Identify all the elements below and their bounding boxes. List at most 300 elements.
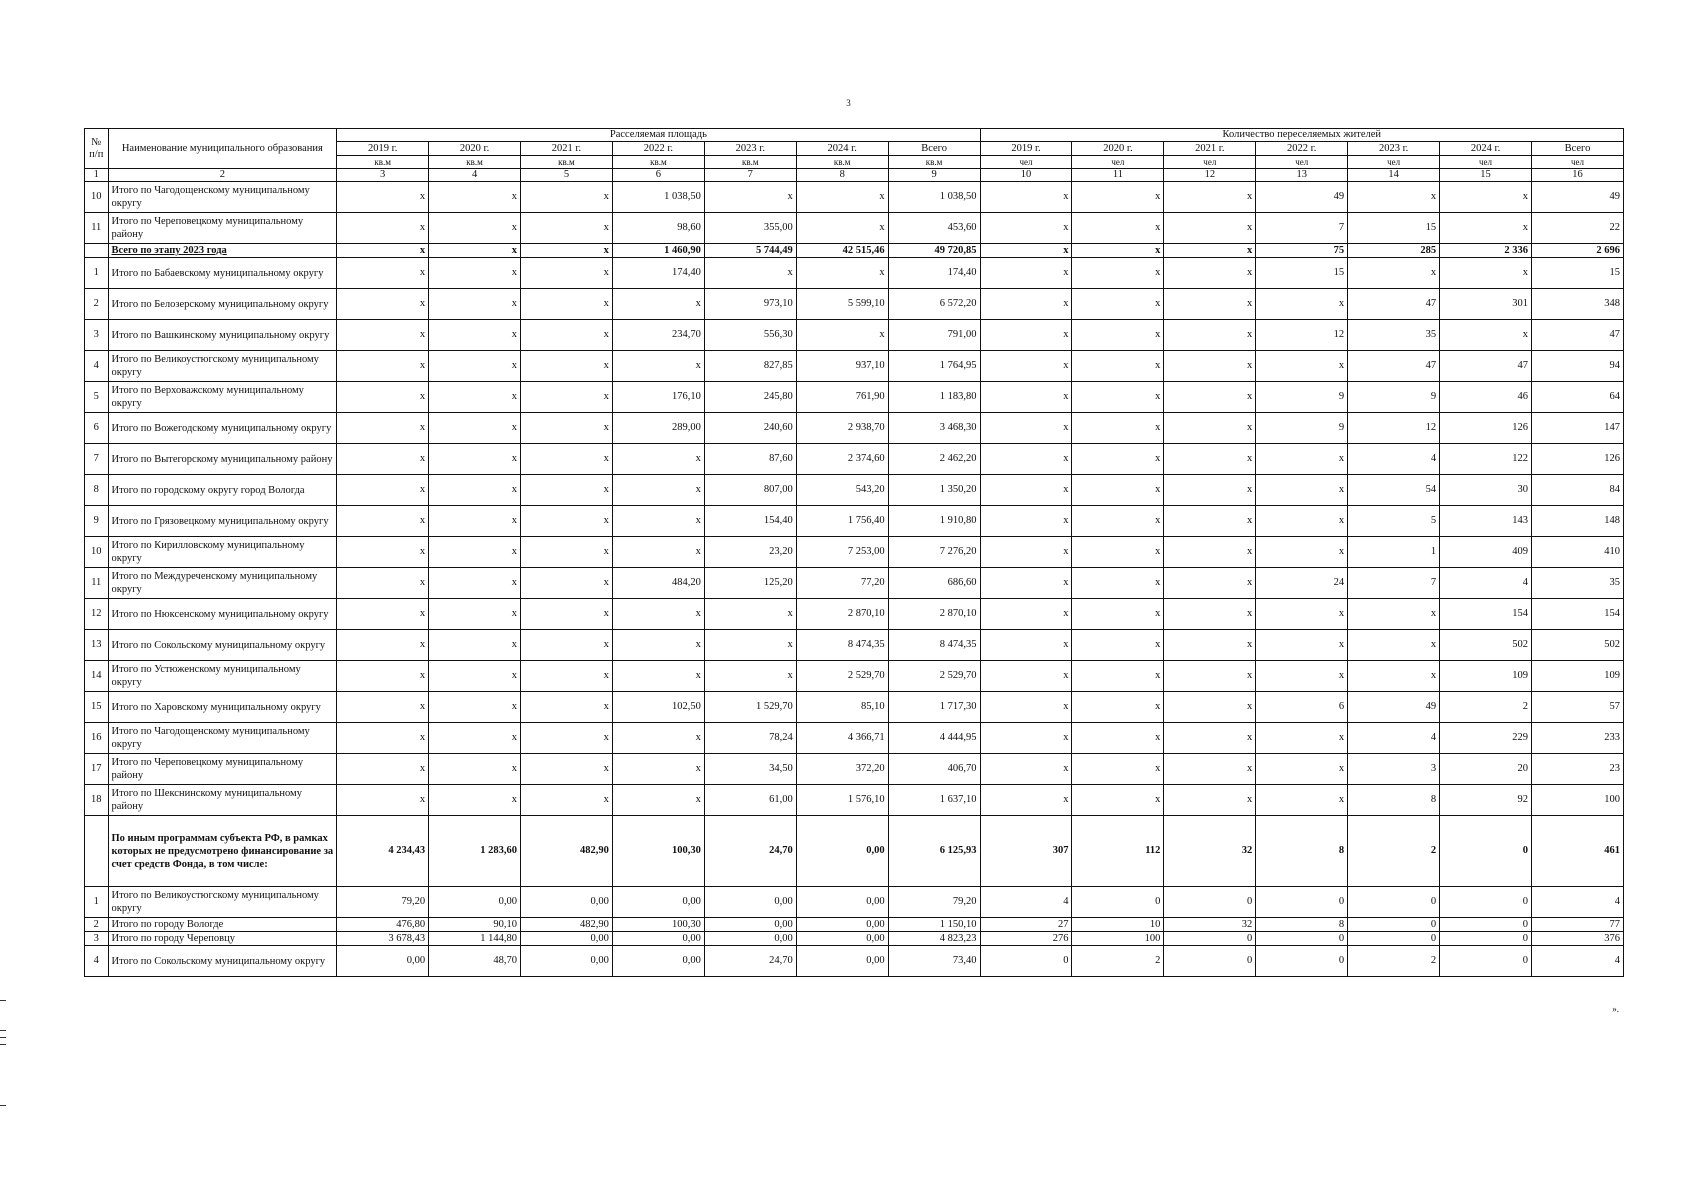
row-name: Итого по Устюженскому муниципальному округу	[108, 661, 337, 692]
row-value: 1 283,60	[429, 816, 521, 887]
row-value: x	[429, 568, 521, 599]
row-number: 3	[85, 932, 109, 946]
table-row	[85, 213, 1624, 244]
row-value: x	[521, 289, 613, 320]
row-value: x	[1164, 320, 1256, 351]
row-name: Итого по Череповецкому муниципальному району	[108, 754, 337, 785]
row-value: 154	[1440, 599, 1532, 630]
row-name: Итого по Вашкинскому муниципальному округу	[108, 320, 337, 351]
row-value: 98,60	[612, 213, 704, 244]
row-value: 0,00	[337, 946, 429, 977]
scan-edge-mark	[0, 1105, 6, 1106]
row-value: 6	[1256, 692, 1348, 723]
header-area-year: 2024 г.	[796, 142, 888, 156]
header-people-year: 2022 г.	[1256, 142, 1348, 156]
row-value: 46	[1440, 382, 1532, 413]
row-name: Итого по городу Череповцу	[108, 932, 337, 946]
row-value: x	[612, 506, 704, 537]
row-name: Итого по Череповецкому муниципальному району	[108, 213, 337, 244]
row-value: 4 823,23	[888, 932, 980, 946]
header-column-number: 11	[1072, 169, 1164, 182]
row-value: 102,50	[612, 692, 704, 723]
row-value: 410	[1531, 537, 1623, 568]
row-value: 0,00	[796, 887, 888, 918]
table-row	[85, 754, 1624, 785]
row-value: x	[704, 258, 796, 289]
row-value: x	[1072, 537, 1164, 568]
row-value: x	[337, 475, 429, 506]
row-value: 143	[1440, 506, 1532, 537]
header-people-unit: чел	[1531, 156, 1623, 169]
row-value: 0,00	[521, 932, 613, 946]
row-value: 2 529,70	[888, 661, 980, 692]
row-value: 32	[1164, 918, 1256, 932]
row-number: 3	[85, 320, 109, 351]
row-value: x	[429, 213, 521, 244]
row-value: x	[1072, 475, 1164, 506]
row-value: x	[980, 630, 1072, 661]
table-row	[85, 661, 1624, 692]
row-value: x	[521, 537, 613, 568]
row-value: x	[980, 382, 1072, 413]
row-value: 0,00	[796, 932, 888, 946]
row-value: x	[521, 475, 613, 506]
row-value: 174,40	[612, 258, 704, 289]
row-value: x	[337, 182, 429, 213]
row-value: 482,90	[521, 918, 613, 932]
row-value: 348	[1531, 289, 1623, 320]
row-value: 4	[1348, 723, 1440, 754]
row-value: 9	[1256, 382, 1348, 413]
row-number: 2	[85, 289, 109, 320]
row-value: 7	[1348, 568, 1440, 599]
row-name: Итого по Сокольскому муниципальному округу	[108, 630, 337, 661]
row-name: Итого по Чагодощенскому муниципальному округу	[108, 182, 337, 213]
row-value: x	[980, 537, 1072, 568]
row-value: x	[337, 661, 429, 692]
row-value: 4 444,95	[888, 723, 980, 754]
row-value: 4	[1531, 887, 1623, 918]
header-people-year: 2019 г.	[980, 142, 1072, 156]
row-value: x	[337, 692, 429, 723]
row-value: 47	[1348, 289, 1440, 320]
row-name: Итого по Сокольскому муниципальному округу	[108, 946, 337, 977]
row-value: 761,90	[796, 382, 888, 413]
header-people-year: 2020 г.	[1072, 142, 1164, 156]
row-number: 4	[85, 946, 109, 977]
header-area-year: 2019 г.	[337, 142, 429, 156]
row-name: Итого по Вытегорскому муниципальному району	[108, 444, 337, 475]
row-value: 0	[980, 946, 1072, 977]
row-value: x	[1440, 182, 1532, 213]
row-number: 10	[85, 537, 109, 568]
row-value: x	[521, 244, 613, 258]
row-value: 15	[1256, 258, 1348, 289]
header-people-unit: чел	[1072, 156, 1164, 169]
table-row	[85, 537, 1624, 568]
table-row	[85, 816, 1624, 887]
row-value: 8	[1256, 816, 1348, 887]
table-body	[85, 182, 1624, 977]
row-value: 85,10	[796, 692, 888, 723]
header-column-numbers-row	[85, 169, 1624, 182]
row-value: 6 125,93	[888, 816, 980, 887]
row-value: x	[1164, 244, 1256, 258]
row-value: x	[980, 475, 1072, 506]
row-value: 1 038,50	[888, 182, 980, 213]
table-row	[85, 444, 1624, 475]
row-value: 23	[1531, 754, 1623, 785]
row-value: 0	[1440, 946, 1532, 977]
header-area-unit: кв.м	[796, 156, 888, 169]
row-value: 15	[1348, 213, 1440, 244]
row-name: Итого по Междуреченскому муниципальному округу	[108, 568, 337, 599]
row-value: x	[1072, 506, 1164, 537]
header-no: № п/п	[85, 129, 109, 169]
row-value: 126	[1531, 444, 1623, 475]
row-value: x	[1256, 599, 1348, 630]
row-value: x	[612, 444, 704, 475]
row-value: 453,60	[888, 213, 980, 244]
row-value: x	[980, 320, 1072, 351]
row-value: 0	[1164, 887, 1256, 918]
row-value: x	[612, 723, 704, 754]
row-value: 79,20	[337, 887, 429, 918]
row-value: 1 150,10	[888, 918, 980, 932]
table-row	[85, 599, 1624, 630]
row-value: 8 474,35	[796, 630, 888, 661]
row-value: x	[980, 754, 1072, 785]
row-value: x	[980, 289, 1072, 320]
header-area-unit: кв.м	[888, 156, 980, 169]
row-value: x	[1072, 785, 1164, 816]
row-value: 1 350,20	[888, 475, 980, 506]
resettlement-table	[84, 128, 1624, 977]
row-name: Итого по Шекснинскому муниципальному району	[108, 785, 337, 816]
header-people-unit: чел	[1440, 156, 1532, 169]
header-people-year: 2023 г.	[1348, 142, 1440, 156]
row-value: x	[704, 599, 796, 630]
header-people-unit: чел	[980, 156, 1072, 169]
row-value: 0	[1348, 918, 1440, 932]
row-value: x	[337, 351, 429, 382]
row-name: Итого по Верховажскому муниципальному округу	[108, 382, 337, 413]
row-value: 1 529,70	[704, 692, 796, 723]
row-value: 112	[1072, 816, 1164, 887]
header-people-unit: чел	[1164, 156, 1256, 169]
row-value: x	[1164, 289, 1256, 320]
row-value: x	[1348, 599, 1440, 630]
row-name: Итого по Нюксенскому муниципальному округу	[108, 599, 337, 630]
row-name: Итого по Бабаевскому муниципальному округу	[108, 258, 337, 289]
table-header	[85, 129, 1624, 182]
row-value: 20	[1440, 754, 1532, 785]
page-number: 3	[846, 98, 851, 108]
row-value: 301	[1440, 289, 1532, 320]
row-value: x	[1348, 661, 1440, 692]
row-value: 84	[1531, 475, 1623, 506]
row-name: Итого по городскому округу город Вологда	[108, 475, 337, 506]
row-value: x	[429, 723, 521, 754]
row-value: x	[1256, 661, 1348, 692]
row-value: 12	[1348, 413, 1440, 444]
row-value: x	[980, 444, 1072, 475]
header-people-year: 2024 г.	[1440, 142, 1532, 156]
header-area-unit: кв.м	[704, 156, 796, 169]
row-value: x	[1164, 258, 1256, 289]
row-value: x	[429, 692, 521, 723]
row-value: 1 038,50	[612, 182, 704, 213]
row-value: x	[980, 506, 1072, 537]
table-row	[85, 413, 1624, 444]
row-value: x	[337, 244, 429, 258]
row-value: 64	[1531, 382, 1623, 413]
row-value: 307	[980, 816, 1072, 887]
table-row	[85, 289, 1624, 320]
row-value: x	[1072, 723, 1164, 754]
row-name: Итого по Чагодощенскому муниципальному округу	[108, 723, 337, 754]
row-value: x	[612, 475, 704, 506]
row-value: x	[521, 444, 613, 475]
row-value: 0,00	[796, 918, 888, 932]
row-value: 0	[1440, 932, 1532, 946]
row-value: x	[1072, 213, 1164, 244]
row-value: 90,10	[429, 918, 521, 932]
row-value: 47	[1348, 351, 1440, 382]
row-value: 2	[1072, 946, 1164, 977]
row-value: x	[980, 258, 1072, 289]
row-value: x	[429, 599, 521, 630]
row-value: 100	[1531, 785, 1623, 816]
row-value: x	[429, 289, 521, 320]
row-value: x	[521, 568, 613, 599]
row-number: 14	[85, 661, 109, 692]
row-value: 47	[1531, 320, 1623, 351]
resettlement-table-container	[84, 128, 1624, 977]
row-value: x	[612, 785, 704, 816]
header-area-unit: кв.м	[612, 156, 704, 169]
table-row	[85, 182, 1624, 213]
row-value: x	[337, 785, 429, 816]
row-value: 1 637,10	[888, 785, 980, 816]
row-value: x	[1256, 351, 1348, 382]
row-value: x	[337, 630, 429, 661]
row-value: 4	[1440, 568, 1532, 599]
row-value: 0	[1164, 946, 1256, 977]
table-row	[85, 506, 1624, 537]
row-name: Итого по Кирилловскому муниципальному округу	[108, 537, 337, 568]
row-value: x	[337, 506, 429, 537]
row-value: x	[521, 413, 613, 444]
header-column-number: 13	[1256, 169, 1348, 182]
row-number: 9	[85, 506, 109, 537]
row-value: 4	[1531, 946, 1623, 977]
row-value: 154,40	[704, 506, 796, 537]
row-number: 11	[85, 568, 109, 599]
row-value: 1 576,10	[796, 785, 888, 816]
row-name: По иным программам субъекта РФ, в рамках которых не предусмотрено финансирование за счет средств Фонда, в том числе:	[108, 816, 337, 887]
table-row	[85, 918, 1624, 932]
row-value: x	[521, 382, 613, 413]
header-people-year: 2021 г.	[1164, 142, 1256, 156]
header-column-number: 4	[429, 169, 521, 182]
row-value: 355,00	[704, 213, 796, 244]
row-value: x	[1164, 692, 1256, 723]
row-value: 543,20	[796, 475, 888, 506]
row-value: 285	[1348, 244, 1440, 258]
row-value: 0	[1348, 932, 1440, 946]
row-value: 109	[1440, 661, 1532, 692]
row-value: 92	[1440, 785, 1532, 816]
row-value: 6 572,20	[888, 289, 980, 320]
row-value: 0,00	[612, 932, 704, 946]
row-value: 0,00	[704, 918, 796, 932]
row-value: 0	[1440, 887, 1532, 918]
row-value: x	[1256, 506, 1348, 537]
row-value: x	[1072, 382, 1164, 413]
row-value: x	[1164, 475, 1256, 506]
row-value: x	[612, 630, 704, 661]
row-value: x	[1164, 661, 1256, 692]
row-value: 8	[1348, 785, 1440, 816]
row-value: 73,40	[888, 946, 980, 977]
row-value: 27	[980, 918, 1072, 932]
row-value: 0	[1072, 887, 1164, 918]
row-value: x	[521, 506, 613, 537]
row-value: 148	[1531, 506, 1623, 537]
header-column-number: 14	[1348, 169, 1440, 182]
row-value: 4 234,43	[337, 816, 429, 887]
row-value: x	[1256, 630, 1348, 661]
row-value: 937,10	[796, 351, 888, 382]
header-column-number: 15	[1440, 169, 1532, 182]
row-name: Итого по Харовскому муниципальному округу	[108, 692, 337, 723]
row-value: 2	[1348, 816, 1440, 887]
header-column-number: 1	[85, 169, 109, 182]
row-value: x	[429, 506, 521, 537]
row-value: 8	[1256, 918, 1348, 932]
row-value: x	[1072, 320, 1164, 351]
row-value: 4 366,71	[796, 723, 888, 754]
table-row	[85, 887, 1624, 918]
row-value: x	[521, 692, 613, 723]
header-column-number: 5	[521, 169, 613, 182]
row-value: 234,70	[612, 320, 704, 351]
scan-edge-mark	[0, 1044, 6, 1045]
row-value: 78,24	[704, 723, 796, 754]
table-row	[85, 258, 1624, 289]
row-number: 13	[85, 630, 109, 661]
row-value: 2 870,10	[888, 599, 980, 630]
header-column-number: 9	[888, 169, 980, 182]
row-value: x	[1164, 413, 1256, 444]
row-value: 42 515,46	[796, 244, 888, 258]
row-value: x	[1164, 537, 1256, 568]
row-number: 12	[85, 599, 109, 630]
row-value: x	[980, 213, 1072, 244]
row-name: Итого по Белозерскому муниципальному округу	[108, 289, 337, 320]
row-value: x	[337, 754, 429, 785]
row-value: x	[796, 258, 888, 289]
table-row	[85, 475, 1624, 506]
row-value: x	[1072, 244, 1164, 258]
header-area-year: 2020 г.	[429, 142, 521, 156]
row-value: 372,20	[796, 754, 888, 785]
header-area-year: Всего	[888, 142, 980, 156]
header-people-group: Количество переселяемых жителей	[980, 129, 1623, 142]
row-value: x	[429, 444, 521, 475]
row-value: x	[337, 213, 429, 244]
row-value: 3 468,30	[888, 413, 980, 444]
row-value: x	[429, 630, 521, 661]
row-value: 245,80	[704, 382, 796, 413]
row-value: 1	[1348, 537, 1440, 568]
row-value: x	[1164, 754, 1256, 785]
row-value: 48,70	[429, 946, 521, 977]
header-column-number: 16	[1531, 169, 1623, 182]
row-value: 174,40	[888, 258, 980, 289]
row-name: Итого по Великоустюгскому муниципальному округу	[108, 887, 337, 918]
row-value: x	[1256, 444, 1348, 475]
row-value: x	[1164, 723, 1256, 754]
header-people-unit: чел	[1348, 156, 1440, 169]
row-value: x	[337, 320, 429, 351]
row-value: 1 764,95	[888, 351, 980, 382]
header-area-unit: кв.м	[337, 156, 429, 169]
row-value: 484,20	[612, 568, 704, 599]
row-value: x	[1440, 320, 1532, 351]
row-value: x	[1256, 785, 1348, 816]
table-row	[85, 723, 1624, 754]
row-value: x	[337, 382, 429, 413]
scan-edge-mark	[0, 1000, 6, 1001]
header-people-year: Всего	[1531, 142, 1623, 156]
row-value: x	[429, 754, 521, 785]
table-row	[85, 932, 1624, 946]
row-value: 827,85	[704, 351, 796, 382]
row-value: x	[337, 444, 429, 475]
row-value: 22	[1531, 213, 1623, 244]
header-area-year: 2021 г.	[521, 142, 613, 156]
row-value: 9	[1348, 382, 1440, 413]
row-number: 6	[85, 413, 109, 444]
row-value: 61,00	[704, 785, 796, 816]
scan-edge-mark	[0, 1030, 6, 1031]
row-value: x	[1256, 723, 1348, 754]
row-value: 77,20	[796, 568, 888, 599]
header-area-unit: кв.м	[521, 156, 613, 169]
row-value: 502	[1531, 630, 1623, 661]
row-number: 7	[85, 444, 109, 475]
row-value: 109	[1531, 661, 1623, 692]
row-value: x	[1256, 537, 1348, 568]
row-value: x	[521, 785, 613, 816]
row-value: 35	[1348, 320, 1440, 351]
row-value: 2	[1440, 692, 1532, 723]
row-value: 0	[1256, 887, 1348, 918]
row-value: 4	[1348, 444, 1440, 475]
row-number: 16	[85, 723, 109, 754]
row-number	[85, 816, 109, 887]
row-value: x	[1164, 444, 1256, 475]
row-value: x	[1164, 568, 1256, 599]
table-row	[85, 630, 1624, 661]
row-value: 240,60	[704, 413, 796, 444]
row-value: x	[521, 599, 613, 630]
row-value: 176,10	[612, 382, 704, 413]
row-value: x	[1440, 258, 1532, 289]
row-value: x	[612, 754, 704, 785]
